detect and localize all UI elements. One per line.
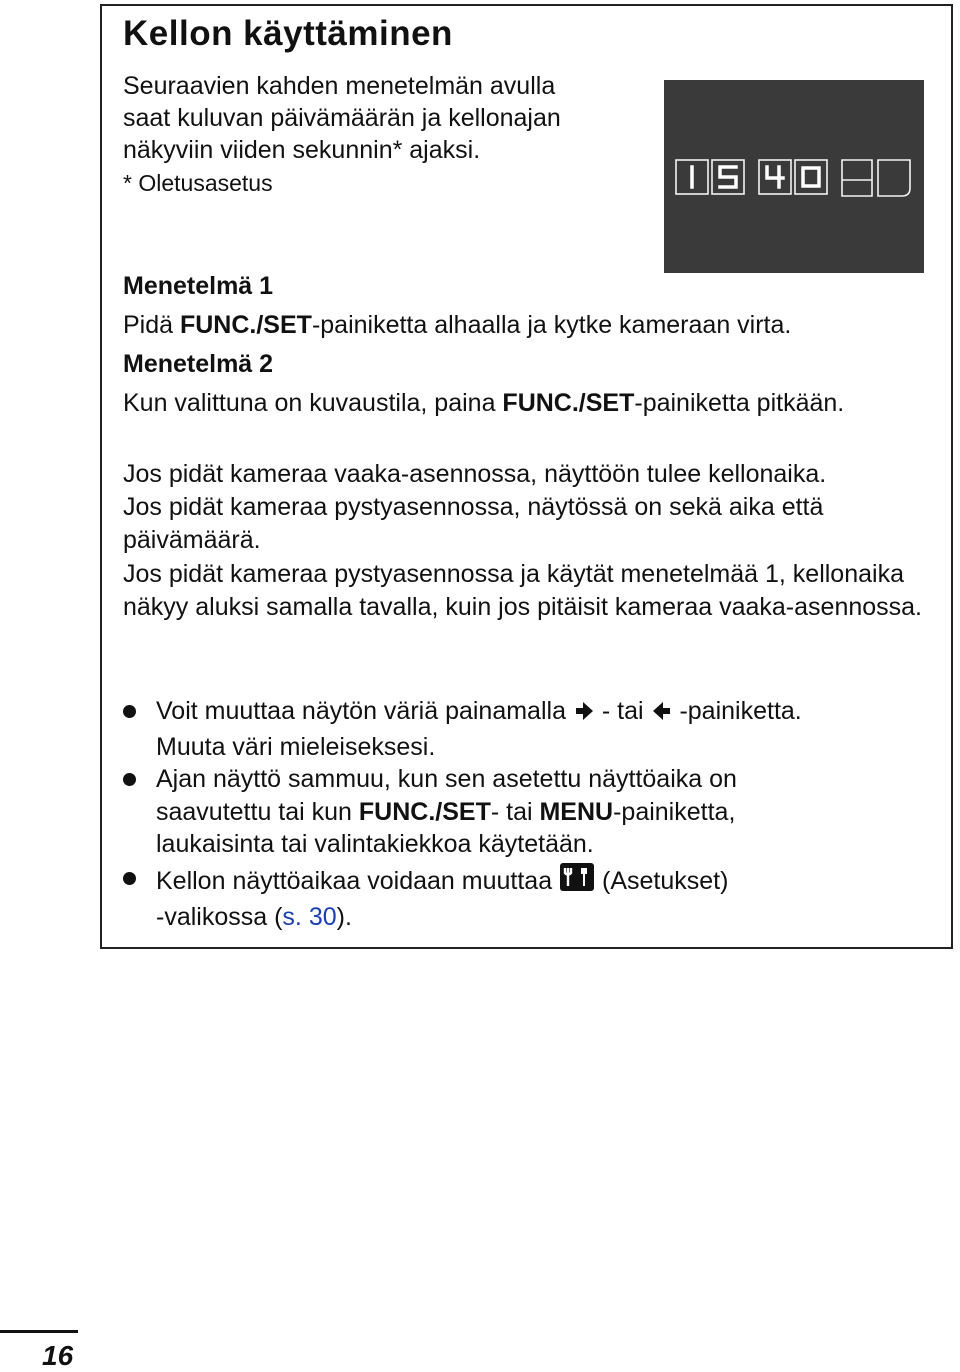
bullet-text: Muuta väri mieleiseksesi. bbox=[156, 732, 436, 761]
page-number-rule bbox=[0, 1330, 78, 1333]
paragraph: Jos pidät kameraa pystyasennossa ja käytät menetelmää 1, kellonaika näkyy aluksi samalla tavalla, kuin jos pitäisit kameraa vaaka-asennossa. bbox=[123, 560, 922, 621]
blank-digit bbox=[878, 160, 910, 196]
intro-line: näkyviin viiden sekunnin* ajaksi. bbox=[123, 136, 481, 164]
method2-title: Menetelmä 2 bbox=[123, 350, 274, 378]
bullet-text: Kellon näyttöaikaa voidaan muuttaa bbox=[156, 867, 560, 895]
clock-display-image bbox=[664, 80, 924, 273]
left-arrow-icon bbox=[651, 698, 673, 731]
method1-pre: Pidä bbox=[123, 311, 180, 339]
digit-minute-ones bbox=[803, 168, 819, 186]
bullet-text: (Asetukset) bbox=[595, 867, 729, 895]
bullet-text: Voit muuttaa näytön väriä painamalla bbox=[156, 697, 573, 725]
bullet-text: -painiketta. bbox=[672, 697, 802, 725]
bullet-text: -painiketta, laukaisinta tai valintakiekkoa käytetään. bbox=[156, 797, 736, 858]
blank-digit bbox=[842, 160, 872, 196]
intro-text bbox=[123, 70, 643, 166]
method1-post: -painiketta alhaalla ja kytke kameraan virta. bbox=[311, 311, 792, 339]
bullet-text: - tai bbox=[490, 797, 540, 826]
method1-title: Menetelmä 1 bbox=[123, 272, 274, 300]
bullet-text: - tai bbox=[594, 697, 651, 725]
right-arrow-icon bbox=[573, 698, 595, 731]
list-item-text bbox=[156, 763, 846, 861]
func-set-label: FUNC./SET bbox=[502, 389, 635, 417]
list-item-text bbox=[156, 862, 936, 933]
clock-display-graphic bbox=[664, 80, 924, 273]
func-set-label: FUNC./SET bbox=[358, 797, 491, 826]
func-set-label: FUNC./SET bbox=[179, 311, 312, 339]
method1-text bbox=[123, 311, 791, 340]
footnote: * Oletusasetus bbox=[123, 170, 273, 196]
paragraph: Jos pidät kameraa pystyasennossa, näytössä on sekä aika että päivämäärä. bbox=[123, 493, 824, 554]
bullet-dot bbox=[123, 872, 136, 885]
bullet-dot bbox=[123, 773, 136, 786]
bullet-text: Ajan näyttö sammuu, kun sen asetettu näyttöaika on saavutettu tai kun bbox=[156, 765, 737, 826]
page-title: Kellon käyttäminen bbox=[123, 14, 453, 53]
digit-frame bbox=[795, 160, 827, 194]
intro-line: Seuraavien kahden menetelmän avulla bbox=[123, 72, 556, 100]
digit-minute-tens bbox=[767, 167, 783, 187]
intro-line: saat kuluvan päivämäärän ja kellonajan bbox=[123, 104, 561, 132]
list-item-text bbox=[156, 695, 936, 763]
method2-post: -painiketta pitkään. bbox=[634, 389, 845, 417]
bullet-dot bbox=[123, 705, 136, 718]
paragraph: Jos pidät kameraa vaaka-asennossa, näyttöön tulee kellonaika. bbox=[123, 460, 827, 488]
menu-label: MENU bbox=[539, 797, 614, 826]
bullet-text: -valikossa ( bbox=[156, 902, 283, 931]
method2-text bbox=[123, 389, 844, 418]
settings-tools-icon bbox=[559, 862, 595, 901]
page-reference-link[interactable]: s. 30 bbox=[282, 902, 337, 931]
bullet-text: ). bbox=[336, 902, 352, 931]
page-number: 16 bbox=[42, 1340, 74, 1371]
method2-pre: Kun valittuna on kuvaustila, paina bbox=[123, 389, 503, 417]
digit-hour-ones bbox=[720, 167, 736, 187]
